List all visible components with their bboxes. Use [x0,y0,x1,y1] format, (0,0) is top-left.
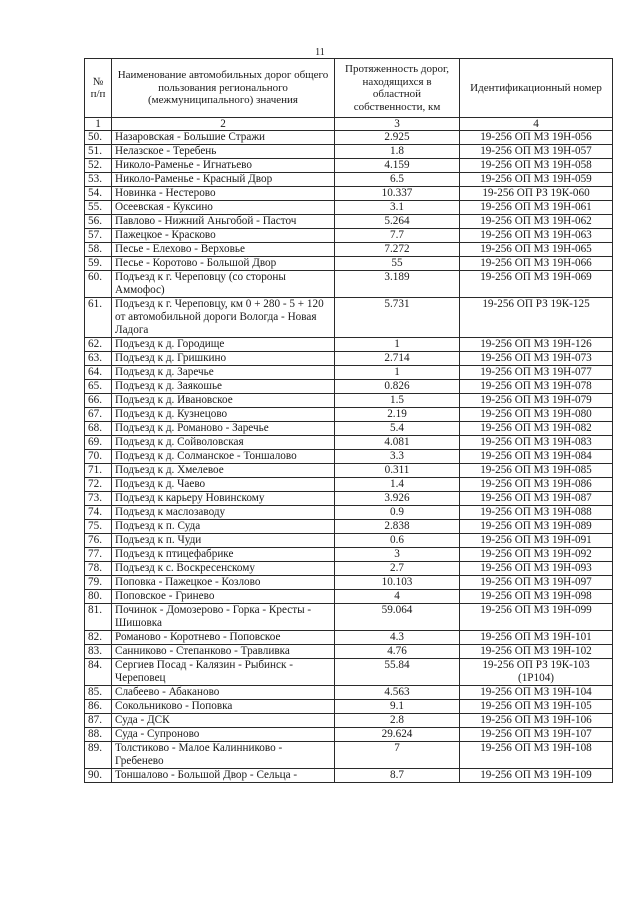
table-row [85,562,613,576]
road-length: 3.1 [335,201,460,215]
table-header [85,59,613,131]
table-row [85,631,613,645]
road-name: Слабеево - Абаканово [112,686,335,700]
road-id: 19-256 ОП МЗ 19Н-108 [460,742,613,769]
table-row [85,380,613,394]
row-number: 90. [85,769,112,783]
road-length: 0.826 [335,380,460,394]
road-id: 19-256 ОП МЗ 19Н-107 [460,728,613,742]
table-row [85,173,613,187]
row-number: 53. [85,173,112,187]
road-name: Подъезд к маслозаводу [112,506,335,520]
road-id: 19-256 ОП МЗ 19Н-104 [460,686,613,700]
road-length: 0.6 [335,534,460,548]
row-number: 86. [85,700,112,714]
road-id: 19-256 ОП МЗ 19Н-101 [460,631,613,645]
table-row [85,534,613,548]
road-id: 19-256 ОП МЗ 19Н-065 [460,243,613,257]
table-row [85,201,613,215]
table-row [85,492,613,506]
row-number: 50. [85,131,112,145]
table-row [85,229,613,243]
road-length: 4.563 [335,686,460,700]
road-id: 19-256 ОП МЗ 19Н-106 [460,714,613,728]
road-length: 7.7 [335,229,460,243]
page-number: 11 [315,47,325,58]
road-id: 19-256 ОП МЗ 19Н-069 [460,271,613,298]
header-id: Идентификационный номер [460,59,613,118]
road-name: Сокольниково - Поповка [112,700,335,714]
row-number: 73. [85,492,112,506]
header-length: Протяженность дорог, находящихся в областной собственности, км [335,59,460,118]
road-name: Поповское - Гринево [112,590,335,604]
road-length: 55 [335,257,460,271]
road-id: 19-256 ОП МЗ 19Н-066 [460,257,613,271]
road-name: Николо-Раменье - Красный Двор [112,173,335,187]
row-number: 83. [85,645,112,659]
road-length: 4.159 [335,159,460,173]
road-length: 2.714 [335,352,460,366]
roads-table [84,58,613,783]
road-name: Подъезд к д. Романово - Заречье [112,422,335,436]
road-length: 6.5 [335,173,460,187]
road-id: 19-256 ОП МЗ 19Н-102 [460,645,613,659]
road-name: Подъезд к д. Хмелевое [112,464,335,478]
row-number: 72. [85,478,112,492]
road-name: Подъезд к п. Чуди [112,534,335,548]
row-number: 65. [85,380,112,394]
road-name: Тоншалово - Большой Двор - Сельца - [112,769,335,783]
road-length: 0.311 [335,464,460,478]
road-id: 19-256 ОП МЗ 19Н-091 [460,534,613,548]
table-row [85,352,613,366]
row-number: 58. [85,243,112,257]
row-number: 77. [85,548,112,562]
road-id: 19-256 ОП МЗ 19Н-092 [460,548,613,562]
road-id: 19-256 ОП МЗ 19Н-073 [460,352,613,366]
row-number: 89. [85,742,112,769]
road-id: 19-256 ОП МЗ 19Н-085 [460,464,613,478]
row-number: 68. [85,422,112,436]
road-length: 1 [335,366,460,380]
header-name: Наименование автомобильных дорог общего пользования регионального (межмуниципального) значения [112,59,335,118]
road-name: Подъезд к д. Кузнецово [112,408,335,422]
road-name: Подъезд к д. Солманское - Тоншалово [112,450,335,464]
table-body [85,131,613,783]
road-name: Подъезд к д. Заречье [112,366,335,380]
road-id: 19-256 ОП МЗ 19Н-059 [460,173,613,187]
row-number: 69. [85,436,112,450]
row-number: 62. [85,338,112,352]
road-length: 4.3 [335,631,460,645]
road-name: Подъезд к г. Череповцу, км 0 + 280 - 5 + 120 от автомобильной дороги Вологда - Новая Ладога [112,298,335,338]
column-index-row [85,118,613,131]
road-name: Романово - Коротнево - Поповское [112,631,335,645]
road-length: 1 [335,338,460,352]
table-row [85,548,613,562]
road-name: Подъезд к г. Череповцу (со стороны Аммофос) [112,271,335,298]
road-name: Подъезд к д. Ивановское [112,394,335,408]
table-row [85,714,613,728]
table-row [85,700,613,714]
row-number: 56. [85,215,112,229]
row-number: 88. [85,728,112,742]
column-index: 1 [85,118,112,131]
road-length: 5.4 [335,422,460,436]
road-id: 19-256 ОП МЗ 19Н-080 [460,408,613,422]
table-row [85,271,613,298]
road-length: 3.926 [335,492,460,506]
road-length: 2.838 [335,520,460,534]
row-number: 64. [85,366,112,380]
road-name: Песье - Коротово - Большой Двор [112,257,335,271]
road-id: 19-256 ОП МЗ 19Н-099 [460,604,613,631]
road-id: 19-256 ОП МЗ 19Н-098 [460,590,613,604]
column-index: 2 [112,118,335,131]
road-name: Новинка - Нестерово [112,187,335,201]
road-name: Павлово - Нижний Аньгобой - Пасточ [112,215,335,229]
road-name: Подъезд к д. Городище [112,338,335,352]
column-index: 4 [460,118,613,131]
table-row [85,506,613,520]
road-length: 5.264 [335,215,460,229]
table-row [85,366,613,380]
road-id: 19-256 ОП МЗ 19Н-056 [460,131,613,145]
road-id: 19-256 ОП МЗ 19Н-084 [460,450,613,464]
road-name: Подъезд к д. Заякошье [112,380,335,394]
table-row [85,478,613,492]
road-length: 2.7 [335,562,460,576]
road-length: 7 [335,742,460,769]
row-number: 61. [85,298,112,338]
row-number: 52. [85,159,112,173]
row-number: 66. [85,394,112,408]
road-id: 19-256 ОП МЗ 19Н-079 [460,394,613,408]
table-row [85,187,613,201]
road-name: Подъезд к п. Суда [112,520,335,534]
row-number: 57. [85,229,112,243]
table-row [85,742,613,769]
row-number: 79. [85,576,112,590]
road-name: Нелазское - Теребень [112,145,335,159]
road-length: 4.081 [335,436,460,450]
row-number: 63. [85,352,112,366]
table-row [85,728,613,742]
road-id: 19-256 ОП МЗ 19Н-077 [460,366,613,380]
road-id: 19-256 ОП МЗ 19Н-086 [460,478,613,492]
road-length: 0.9 [335,506,460,520]
road-length: 1.5 [335,394,460,408]
table-row [85,145,613,159]
table-row [85,159,613,173]
row-number: 85. [85,686,112,700]
table-row [85,243,613,257]
road-name: Починок - Домозерово - Горка - Кресты - Шишовка [112,604,335,631]
road-length: 4 [335,590,460,604]
row-number: 81. [85,604,112,631]
road-id: 19-256 ОП МЗ 19Н-089 [460,520,613,534]
table-row [85,604,613,631]
road-name: Сергиев Посад - Калязин - Рыбинск - Череповец [112,659,335,686]
road-length: 4.76 [335,645,460,659]
road-id: 19-256 ОП РЗ 19К-125 [460,298,613,338]
road-length: 8.7 [335,769,460,783]
road-length: 3.3 [335,450,460,464]
road-name: Санниково - Степанково - Травливка [112,645,335,659]
table-row [85,131,613,145]
road-id: 19-256 ОП МЗ 19Н-109 [460,769,613,783]
row-number: 70. [85,450,112,464]
road-id: 19-256 ОП РЗ 19К-060 [460,187,613,201]
row-number: 59. [85,257,112,271]
road-length: 7.272 [335,243,460,257]
road-id: 19-256 ОП РЗ 19К-103 (1Р104) [460,659,613,686]
road-name: Осеевская - Куксино [112,201,335,215]
road-length: 10.337 [335,187,460,201]
table-row [85,464,613,478]
road-id: 19-256 ОП МЗ 19Н-097 [460,576,613,590]
road-length: 10.103 [335,576,460,590]
road-name: Песье - Елехово - Верховье [112,243,335,257]
road-name: Назаровская - Большие Стражи [112,131,335,145]
table-row [85,659,613,686]
road-length: 2.19 [335,408,460,422]
road-length: 55.84 [335,659,460,686]
row-number: 55. [85,201,112,215]
road-name: Толстиково - Малое Калинниково - Гребенево [112,742,335,769]
road-name: Пажецкое - Красково [112,229,335,243]
table-row [85,450,613,464]
row-number: 51. [85,145,112,159]
row-number: 54. [85,187,112,201]
column-index: 3 [335,118,460,131]
road-name: Суда - ДСК [112,714,335,728]
table-row [85,590,613,604]
row-number: 60. [85,271,112,298]
road-length: 3.189 [335,271,460,298]
road-name: Поповка - Пажецкое - Козлово [112,576,335,590]
road-id: 19-256 ОП МЗ 19Н-126 [460,338,613,352]
road-length: 1.4 [335,478,460,492]
row-number: 74. [85,506,112,520]
road-name: Подъезд к с. Воскресенскому [112,562,335,576]
row-number: 71. [85,464,112,478]
road-id: 19-256 ОП МЗ 19Н-061 [460,201,613,215]
road-id: 19-256 ОП МЗ 19Н-105 [460,700,613,714]
table-row [85,298,613,338]
road-name: Подъезд к д. Гришкино [112,352,335,366]
road-id: 19-256 ОП МЗ 19Н-078 [460,380,613,394]
road-length: 1.8 [335,145,460,159]
table-row [85,338,613,352]
road-id: 19-256 ОП МЗ 19Н-087 [460,492,613,506]
road-id: 19-256 ОП МЗ 19Н-083 [460,436,613,450]
table-row [85,520,613,534]
road-length: 5.731 [335,298,460,338]
row-number: 82. [85,631,112,645]
table-row [85,436,613,450]
table-row [85,769,613,783]
table-row [85,394,613,408]
road-length: 9.1 [335,700,460,714]
table-row [85,686,613,700]
road-id: 19-256 ОП МЗ 19Н-058 [460,159,613,173]
table-row [85,257,613,271]
table-row [85,215,613,229]
row-number: 84. [85,659,112,686]
road-id: 19-256 ОП МЗ 19Н-057 [460,145,613,159]
road-name: Подъезд к д. Чаево [112,478,335,492]
road-length: 3 [335,548,460,562]
road-name: Подъезд к карьеру Новинскому [112,492,335,506]
row-number: 87. [85,714,112,728]
road-name: Суда - Супроново [112,728,335,742]
road-id: 19-256 ОП МЗ 19Н-063 [460,229,613,243]
road-id: 19-256 ОП МЗ 19Н-088 [460,506,613,520]
row-number: 80. [85,590,112,604]
road-length: 29.624 [335,728,460,742]
row-number: 75. [85,520,112,534]
table-row [85,422,613,436]
road-length: 2.8 [335,714,460,728]
road-id: 19-256 ОП МЗ 19Н-062 [460,215,613,229]
road-length: 59.064 [335,604,460,631]
row-number: 76. [85,534,112,548]
road-id: 19-256 ОП МЗ 19Н-082 [460,422,613,436]
road-name: Николо-Раменье - Игнатьево [112,159,335,173]
road-name: Подъезд к д. Сойволовская [112,436,335,450]
road-id: 19-256 ОП МЗ 19Н-093 [460,562,613,576]
table-row [85,576,613,590]
table-row [85,408,613,422]
road-name: Подъезд к птицефабрике [112,548,335,562]
table-row [85,645,613,659]
road-length: 2.925 [335,131,460,145]
header-num: № п/п [85,59,112,118]
row-number: 67. [85,408,112,422]
row-number: 78. [85,562,112,576]
